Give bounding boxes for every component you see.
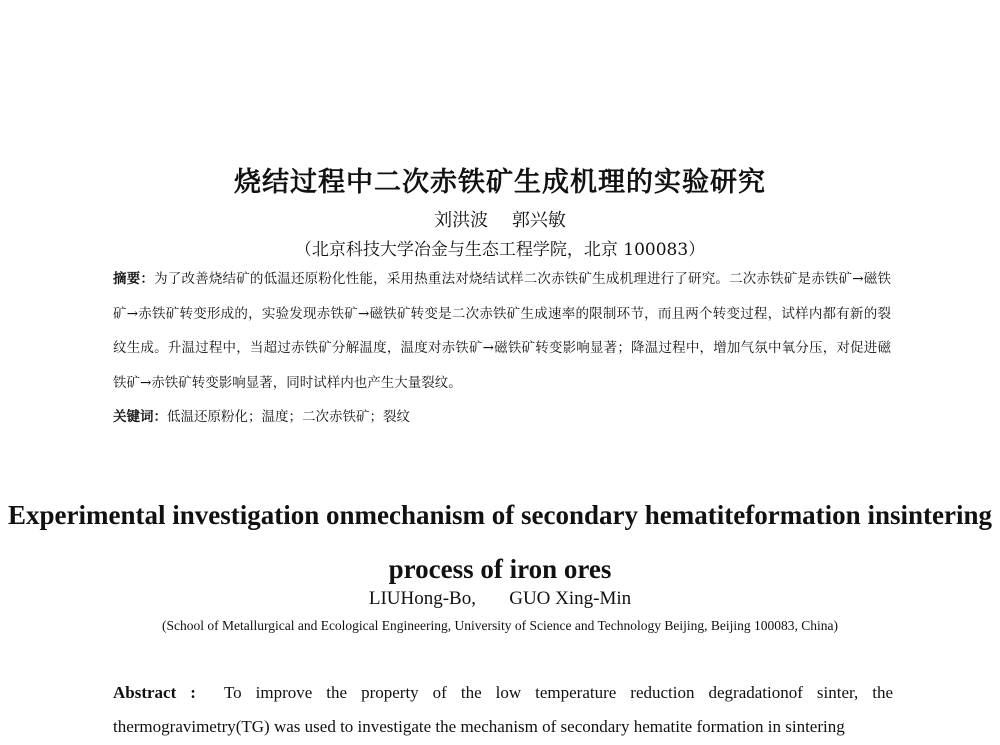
english-abstract-text: To improve the property of the low temperature reduction degradationof sinter, the thermogravimetry(TG) was used to investigate the mechanism of secondary hematite formation in sintering <box>113 683 894 736</box>
english-authors: LIUHong-Bo, GUO Xing-Min <box>368 588 632 609</box>
chinese-keywords-label: 关键词： <box>113 409 167 425</box>
chinese-affiliation: （北京科技大学冶金与生态工程学院，北京 100083） <box>294 240 706 260</box>
english-abstract-label: Abstract : <box>113 683 196 702</box>
chinese-title: 烧结过程中二次赤铁矿生成机理的实验研究 <box>234 167 766 198</box>
english-abstract <box>113 676 893 744</box>
chinese-abstract-text: 为了改善烧结矿的低温还原粉化性能，采用热重法对烧结试样二次赤铁矿生成机理进行了研究。二次赤铁矿是赤铁矿→磁铁矿→赤铁矿转变形成的，实验发现赤铁矿→磁铁矿转变是二次赤铁矿生成速率的限制环节，而且两个转变过程，试样内都有新的裂纹生成。升温过程中，当超过赤铁矿分解温度，温度对赤铁矿→磁铁矿转变影响显著；降温过程中，增加气氛中氧分压，对促进磁铁矿→赤铁矿转变影响显著，同时试样内也产生大量裂纹。 <box>113 271 892 391</box>
english-affiliation: (School of Metallurgical and Ecological Engineering, University of Science and Technology Beijing, Beijing 100083, China) <box>161 618 839 633</box>
chinese-keywords-text: 低温还原粉化；温度；二次赤铁矿；裂纹 <box>167 409 410 425</box>
chinese-abstract <box>113 262 891 400</box>
chinese-keywords <box>113 405 891 425</box>
english-title: Experimental investigation onmechanism of secondary hematiteformation insintering process of iron ores <box>8 500 992 584</box>
chinese-authors: 刘洪波 郭兴敏 <box>434 210 566 231</box>
chinese-abstract-label: 摘要： <box>113 271 155 287</box>
